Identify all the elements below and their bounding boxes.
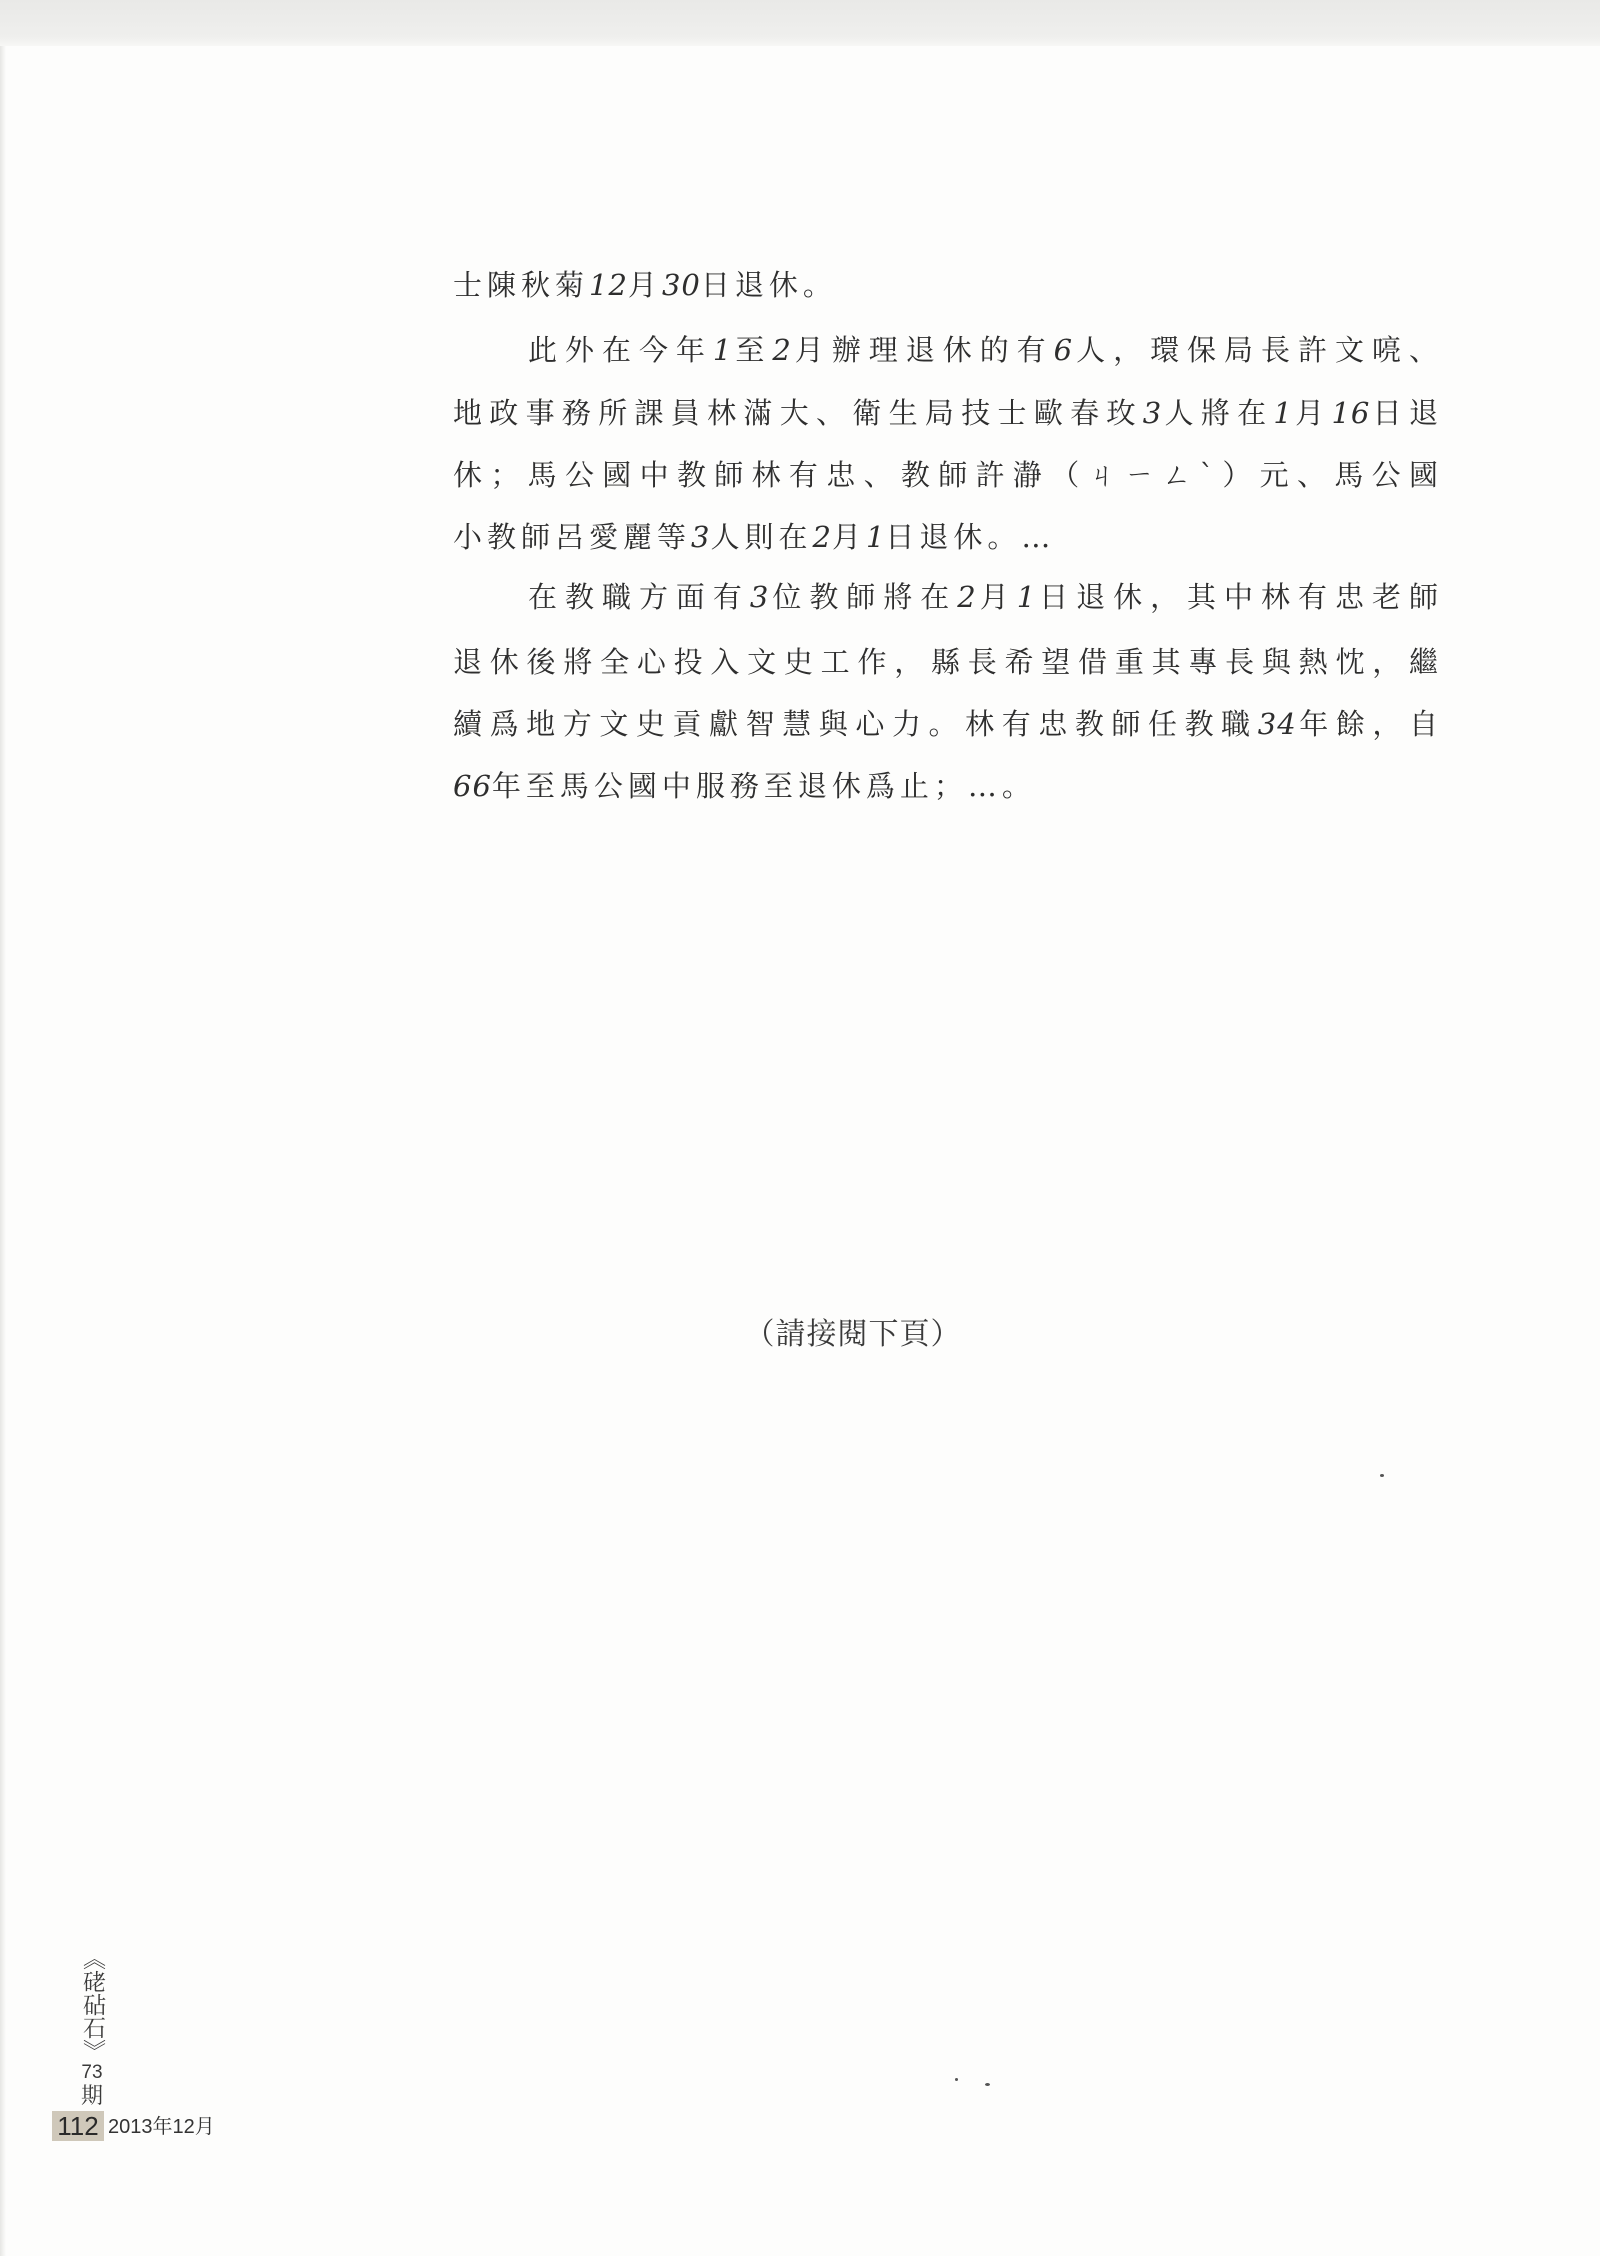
scan-speck [985,2083,990,2086]
issue-date: 2013年12月 [108,2116,215,2138]
body-line: 此外在今年1至2月辦理退休的有6人，環保局長許文喨、 [528,333,1443,367]
scan-top-band [0,0,1600,46]
body-line: 續爲地方文史貢獻智慧與心力。林有忠教師任教職34年餘，自 [453,707,1443,741]
body-line: 士陳秋菊12月30日退休。 [453,268,837,302]
body-line: 在教職方面有3位教師將在2月1日退休，其中林有忠老師 [528,580,1443,614]
scan-left-edge [0,46,6,2256]
body-line: 退休後將全心投入文史工作，縣長希望借重其專長與熱忱，繼 [453,645,1443,679]
continue-on-next-page-note: （請接閱下頁） [744,1317,962,1352]
issue-number: 73 [81,2062,103,2083]
scan-speck [1380,1474,1384,1477]
body-line: 小教師呂愛麗等3人則在2月1日退休。… [453,520,1056,554]
body-line: 地政事務所課員林滿大、衛生局技士歐春玫3人將在1月16日退 [453,396,1443,430]
journal-title: 《硓砧石》 [79,1946,105,2062]
body-line: 66年至馬公國中服務至退休爲止；…。 [453,769,1036,803]
scan-speck [955,2078,958,2081]
issue-unit: 期 [80,2084,103,2109]
page-number: 112 [57,2111,99,2141]
body-line: 休；馬公國中教師林有忠、教師許瀞（ㄐㄧㄥˋ）元、馬公國 [453,458,1443,492]
